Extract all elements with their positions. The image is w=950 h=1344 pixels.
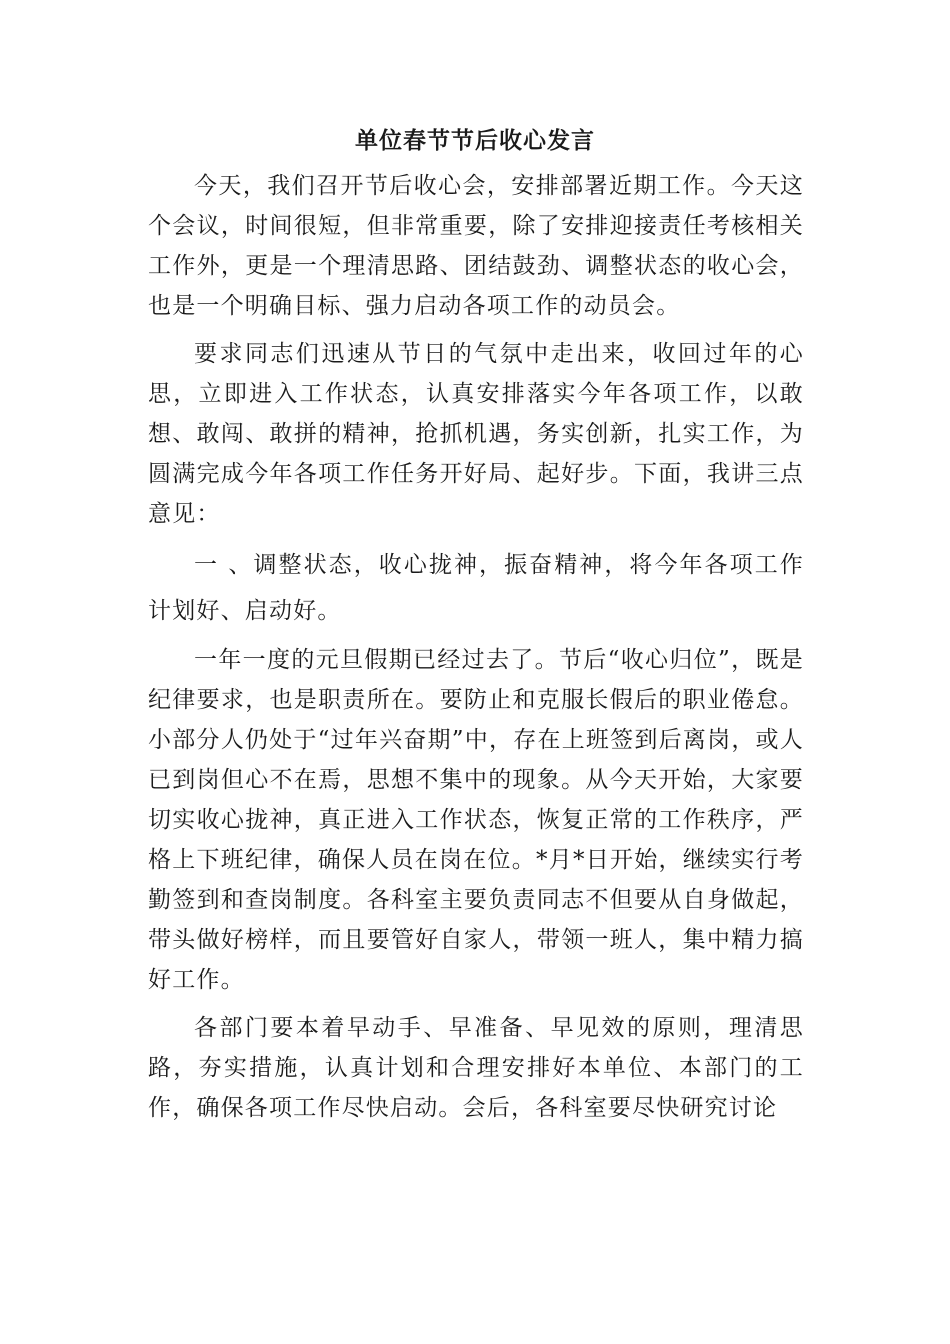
paragraph-holiday: 一年一度的元旦假期已经过去了。节后“收心归位”，既是纪律要求，也是职责所在。要防止和克服长假后的职业倦怠。小部分人仍处于“过年兴奋期”中，存在上班签到后离岗，或人已到岗但心不在焉，思想不集中的现象。从今天开始，大家要切实收心拢神，真正进入工作状态，恢复正常的工作秩序，严格上下班纪律，确保人员在岗在位。*月*日开始，继续实行考勤签到和查岗制度。各科室主要负责同志不但要从自身做起，带头做好榜样，而且要管好自家人，带领一班人，集中精力搞好工作。 bbox=[148, 647, 804, 993]
paragraph-departments: 各部门要本着早动手、早准备、早见效的原则，理清思路，夯实措施，认真计划和合理安排好本单位、本部门的工作，确保各项工作尽快启动。会后，各科室要尽快研究讨论 bbox=[148, 1015, 804, 1121]
paragraph-opening: 今天，我们召开节后收心会，安排部署近期工作。今天这个会议，时间很短，但非常重要，除了安排迎接责任考核相关工作外，更是一个理清思路、团结鼓劲、调整状态的收心会，也是一个明确目标、强力启动各项工作的动员会。 bbox=[148, 173, 804, 319]
section-heading-1: 一 、调整状态，收心拢神，振奋精神，将今年各项工作计划好、启动好。 bbox=[148, 552, 804, 624]
document-title: 单位春节节后收心发言 bbox=[355, 127, 595, 154]
document-body bbox=[148, 166, 804, 1136]
paragraph-requirements: 要求同志们迅速从节日的气氛中走出来，收回过年的心思，立即进入工作状态，认真安排落实今年各项工作，以敢想、敢闯、敢拼的精神，抢抓机遇，务实创新，扎实工作，为圆满完成今年各项工作任务开好局、起好步。下面，我讲三点意见： bbox=[148, 341, 804, 527]
